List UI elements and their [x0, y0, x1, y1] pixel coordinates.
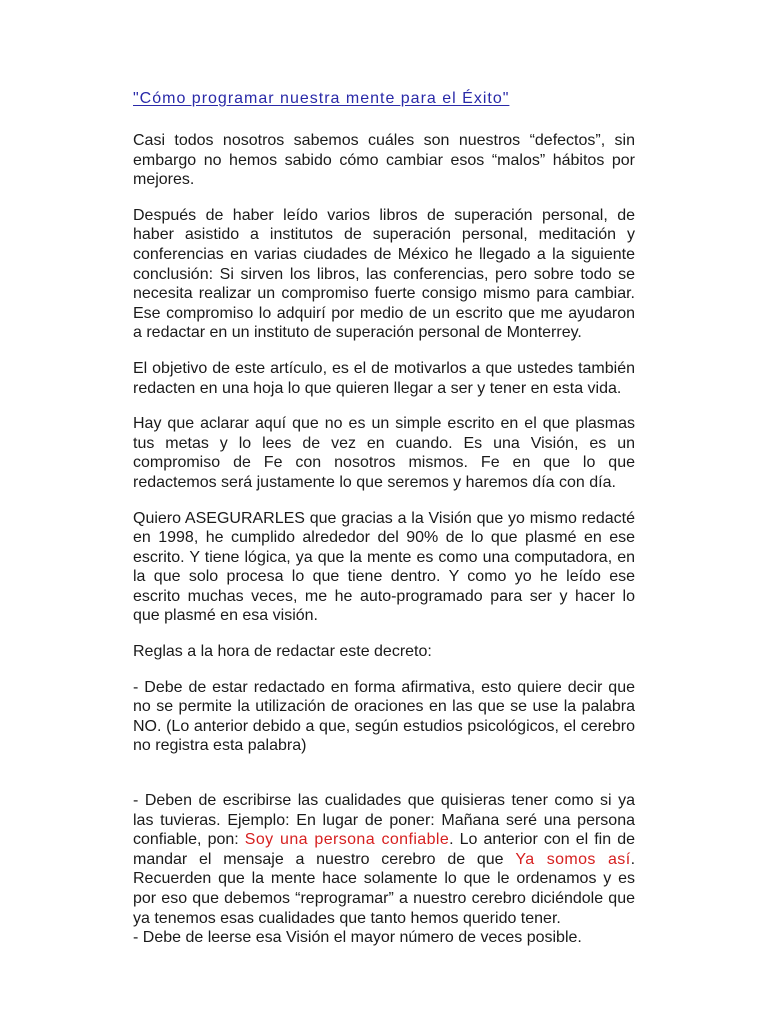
rule2-text-b: . Lo anterior con el fin de mandar el mensaje a nuestro cerebro de que — [133, 831, 636, 868]
paragraph-objective: El objetivo de este artículo, es el de motivarlos a que ustedes también redacten en una hoja lo que quieren llegar a ser y tener en esta vida. — [133, 359, 635, 397]
paragraph-rule-qualities — [133, 791, 635, 948]
paragraph-rule-reading: - Debe de leerse esa Visión el mayor número de veces posible. — [133, 929, 582, 947]
document-body — [133, 87, 635, 948]
highlight-already-are: Ya somos así — [515, 850, 631, 868]
rule2-text-a: - Deben de escribirse las cualidades que quisieras tener como si ya las tuvieras. Ejemplo: En lugar de poner: Mañana seré una persona confiable, pon: — [133, 792, 635, 849]
paragraph-rules-heading: Reglas a la hora de redactar este decreto: — [133, 643, 432, 661]
rule2-text-c: . Recuerden que la mente hace solamente lo que le ordenamos y es por eso que debemos “reprogramar” a nuestro cerebro diciéndole que ya tenemos esas cualidades que tanto hemos querido tener. — [133, 850, 636, 927]
paragraph-rule-affirmative: - Debe de estar redactado en forma afirmativa, esto quiere decir que no se permite la utilización de oraciones en las que se use la palabra NO. (Lo anterior debido a que, según estudios psicológicos, el cerebro no registra esta palabra) — [133, 678, 635, 755]
highlight-trustworthy: Soy una persona confiable — [244, 831, 450, 849]
document-title: "Cómo programar nuestra mente para el Éxito" — [133, 90, 510, 107]
paragraph-conclusion: Después de haber leído varios libros de superación personal, de haber asistido a institutos de superación personal, meditación y conferencias en varias ciudades de México he llegado a la siguiente conclusión: Si sirven los libros, las conferencias, pero sobre todo se necesita realizar un compromiso fuerte consigo mismo para cambiar. Ese compromiso lo adquirí por medio de un escrito que me ayudaron a redactar en un instituto de superación personal de Monterrey. — [133, 206, 635, 342]
paragraph-intro: Casi todos nosotros sabemos cuáles son nuestros “defectos”, sin embargo no hemos sabido cómo cambiar esos “malos” hábitos por mejores. — [133, 132, 635, 189]
paragraph-assurance: Quiero ASEGURARLES que gracias a la Visión que yo mismo redacté en 1998, he cumplido alrededor del 90% de lo que plasmé en ese escrito. Y tiene lógica, ya que la mente es como una computadora, en la que solo procesa lo que tiene dentro. Y como yo he leído ese escrito muchas veces, me he auto-programado para ser y hacer lo que plasmé en esa visión. — [133, 509, 635, 625]
paragraph-vision: Hay que aclarar aquí que no es un simple escrito en el que plasmas tus metas y lo lees de vez en cuando. Es una Visión, es un compromiso de Fe con nosotros mismos. Fe en que lo que redactemos será justamente lo que seremos y haremos día con día. — [133, 415, 635, 491]
